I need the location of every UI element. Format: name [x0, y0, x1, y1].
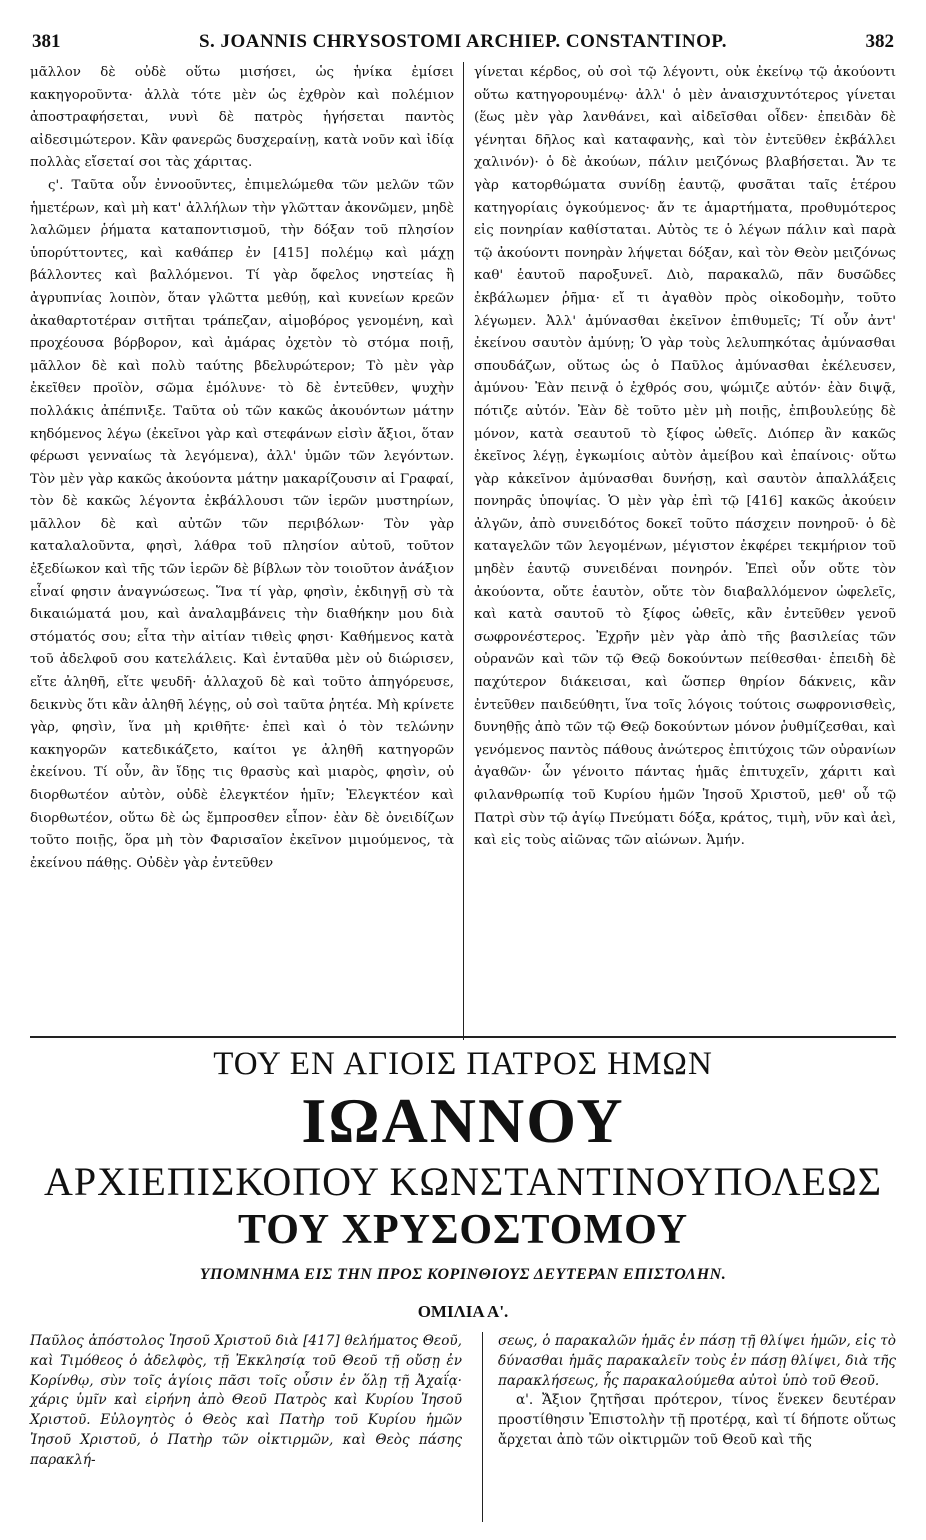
column-divider [463, 62, 464, 1040]
homily-heading: ΟΜΙΛΙΑ Α'. [417, 1302, 509, 1321]
work-subtitle: ΥΠΟΜΝΗΜΑ ΕΙΣ ΤΗΝ ΠΡΟΣ ΚΟΡΙΝΘΙΟΥΣ ΔΕΥΤΕΡΑΝ ΕΠΙΣΤΟΛΗΝ. [199, 1266, 727, 1283]
upper-right-column [474, 62, 896, 853]
left-page-number: 381 [32, 31, 61, 52]
upper-left-column [30, 62, 454, 875]
right-page-number: 382 [865, 31, 894, 52]
paragraph: γίνεται κέρδος, οὐ σοὶ τῷ λέγοντι, οὐκ ἐκείνῳ τῷ ἀκούοντι οὕτω κατηγορουμένῳ· ἀλλ' ὁ μὲν ἀναισχυντότερος γίνεται (ἕως μὲν γὰρ λανθάνει, καὶ αἰδεῖσθαι οἶδεν· ἐπειδὰν δὲ γένηται δῆλος καὶ καταφανὴς, καὶ τὸν ἐντεῦθεν ἐκβάλλει χαλινόν)· ὁ δὲ ἀκούων, πάλιν μειζόνως βλαβήσεται. Ἄν τε γὰρ κατορθώματα συνίδῃ ἑαυτῷ, φυσᾶται ταῖς ἑτέρου κατηγορίαις ὀγκούμενος· ἄν τε ἁμαρτήματα, προθυμότερος εἰς πονηρίαν καθίσταται. Αὐτὸς τε ὁ λέγων πάλιν καὶ παρὰ τῷ ἀκούοντι πονηρὰν λήψεται δόξαν, καὶ τὸν Θεὸν μειζόνως καθ' ἑαυτοῦ παροξυνεῖ. Διὸ, παρακαλῶ, πᾶν δυσῶδες ἐκβάλωμεν ῥῆμα· εἴ τι ἀγαθὸν πρὸς οἰκοδομὴν, τοῦτο λέγωμεν. Ἀλλ' ἀμύνασθαι ἐκεῖνον ἐπιθυμεῖς; Τί οὖν ἀντ' ἐκείνου σαυτὸν ἀμύνῃ; Ὁ γὰρ τοὺς λελυπηκότας ἀμύνασθαι σπουδάζων, οὕτως ὡς ὁ Παῦλος ἀμύνασθαι ἐκέλευσεν, ἀμύνου· Ἐὰν πεινᾷ ὁ ἐχθρός σου, ψώμιζε αὐτόν· ἐὰν διψᾷ, πότιζε αὐτόν. Ἐὰν δὲ τοῦτο μὲν μὴ ποιῇς, ἐπιβουλεύῃς δὲ μόνον, κατὰ σεαυτοῦ τὸ ξίφος ὠθεῖς. Διόπερ ἂν κακῶς ἐκεῖνος λέγῃ, ἐγκωμίοις αὐτὸν ἀμείβου καὶ ἐπαίνοις· οὕτω γὰρ κἀκεῖνον ἀμύνασθαι δυνήσῃ, καὶ σαυτὸν ἀπαλλάξεις πονηρᾶς ὑποψίας. Ὁ μὲν γὰρ ἐπὶ τῷ [416] κακῶς ἀκούειν ἀλγῶν, ἀπὸ συνειδότος δοκεῖ τοῦτο πάσχειν πονηροῦ· ὁ δὲ καταγελῶν τῶν λεγομένων, μέγιστον ἐκφέρει τεκμήριον τοῦ μηδὲν ἑαυτῷ συνειδέναι πονηρόν. Ἐπεὶ οὖν οὔτε τὸν ἀκούοντα, οὔτε ἑαυτὸν, οὔτε τὸν διαβαλλόμενον ὠφελεῖς, καὶ κατὰ σαυτοῦ τὸ ξίφος ὠθεῖς, κἂν ἐντεῦθεν γενοῦ σωφρονέστερος. Ἐχρῆν μὲν γὰρ ἀπὸ τῆς βασιλείας τῶν οὐρανῶν καὶ τῶν τῷ Θεῷ δοκούντων πείθεσθαι· ἐπειδὴ δὲ παχύτερον διάκεισαι, καὶ ὥσπερ θηρίον δάκνεις, κἂν ἐντεῦθεν παιδεύθητι, ἵνα τοῖς λόγοις τούτοις σωφρονισθεὶς, δυνηθῇς ἀπὸ τῶν τῷ Θεῷ δοκούντων μόνον ῥυθμίζεσθαι, καὶ γενόμενος παντὸς πάθους ἀνώτερος ἐπιτύχοις τῶν οὐρανίων ἀγαθῶν· ὧν γένοιτο πάντας ἡμᾶς ἐπιτυχεῖν, χάριτι καὶ φιλανθρωπίᾳ τοῦ Κυρίου ἡμῶν Ἰησοῦ Χριστοῦ, μεθ' οὗ τῷ Πατρὶ σὺν τῷ ἁγίῳ Πνεύματι δόξα, κράτος, τιμὴ, νῦν καὶ ἀεὶ, καὶ εἰς τοὺς αἰῶνας τῶν αἰώνων. Ἀμήν. [474, 65, 896, 849]
paragraph: α'. Ἄξιον ζητῆσαι πρότερον, τίνος ἕνεκεν δευτέραν προστίθησιν Ἐπιστολὴν τῇ προτέρᾳ, καὶ τί δήποτε οὕτως ἄρχεται ἀπὸ τῶν οἰκτιρμῶν τοῦ Θεοῦ καὶ τῆς [498, 1392, 896, 1448]
column-divider [482, 1332, 483, 1522]
paragraph: ς'. Ταῦτα οὖν ἐννοοῦντες, ἐπιμελώμεθα τῶν μελῶν τῶν ἡμετέρων, καὶ μὴ κατ' ἀλλήλων τὴν γλῶτταν ἀκονῶμεν, μηδὲ λαλῶμεν ῥήματα καταποντισμοῦ, τὴν δόξαν τοῦ πλησίον ὑπορύττοντες, καὶ καθάπερ ἐν [415] πολέμῳ καὶ μάχῃ βάλλοντες καὶ βαλλόμενοι. Τί γὰρ ὄφελος νηστείας ἢ ἀγρυπνίας λοιπὸν, ὅταν γλῶττα μεθύῃ, καὶ κυνείων κρεῶν ἀκαθαρτοτέραν σιτῆται τράπεζαν, αἱμοβόρος γενομένη, καὶ προχέουσα βόρβορον, καὶ ἀμάρας ὀχετὸν τὸ στόμα ποιῇ, μᾶλλον δὲ καὶ πολὺ ταύτης βδελυρώτερον; Τὸ μὲν γὰρ ἐκεῖθεν προϊὸν, σῶμα ἐμόλυνε· τὸ δὲ ἐντεῦθεν, ψυχὴν πολλάκις ἀπέπνιξε. Ταῦτα οὐ τῶν κακῶς ἀκουόντων μάτην κηδόμενος λέγω (ἐκεῖνοι γὰρ καὶ στεφάνων εἰσὶν ἄξιοι, ὅταν φέρωσι γενναίως τὰ λεγόμενα), ἀλλ' ὑμῶν τῶν λεγόντων. Τὸν μὲν γὰρ κακῶς ἀκούοντα μάτην μακαρίζουσιν αἱ Γραφαί, τὸν δὲ κακῶς λέγοντα ἐκβάλλουσι τῶν ἱερῶν μυστηρίων, μᾶλλον δὲ καὶ αὐτῶν τῶν περιβόλων· Τὸν γὰρ καταλαλοῦντα, φησὶ, λάθρα τοῦ πλησίον αὐτοῦ, τοῦτον ἐξεδίωκον καὶ τῆς τῶν ἱερῶν δὲ βίβλων τὸν τοιοῦτον ἀνάξιον εἶναί φησιν ἀναγνώσεως. Ἵνα τί γὰρ, φησὶν, ἐκδιηγῇ σὺ τὰ δικαιώματά μου, καὶ ἀναλαμβάνεις τὴν διαθήκην μου διὰ στόματός σου; εἶτα τὴν αἰτίαν τιθεὶς φησι· Καθήμενος κατὰ τοῦ ἀδελφοῦ σου κατελάλεις. Καὶ ἐνταῦθα μὲν οὐ διώρισεν, εἴτε ἀληθῆ, εἴτε ψευδῆ· ἀλλαχοῦ δὲ καὶ τοῦτο ἀπηγόρευσε, δεικνὺς ὅτι κἂν ἀληθῆ λέγῃς, οὐ σοὶ ταῦτα ῥητέα. Μὴ κρίνετε γὰρ, φησὶν, ἵνα μὴ κριθῆτε· ἐπεὶ καὶ ὁ τὸν τελώνην κακηγορῶν κατεδικάζετο, καίτοι γε ἀληθῆ κατηγορῶν ἐκείνου. Τί οὖν, ἂν ἴδῃς τις θρασὺς καὶ μιαρὸς, φησὶν, οὐ διορθωτέον αὐτὸν, οὐδὲ ἐλεγκτέον ἡμῖν; Ἐλεγκτέον καὶ διορθωτέον, οὕτω δὲ ὡς ἔμπροσθεν εἶπον· ἐὰν δὲ ὀνειδίζων τοῦτο ποιῇς, ὅρα μὴ τὸν Φαρισαῖον ἐκεῖνον μιμούμενος, τὰ ἐκείνου πάθῃς. Οὐδὲν γὰρ ἐντεῦθεν [30, 177, 454, 871]
title-line-3: ΑΡΧΙΕΠΙΣΚΟΠΟΥ ΚΩΝΣΤΑΝΤΙΝΟΥΠΟΛΕΩΣ [44, 1159, 882, 1204]
scripture-text: Παῦλος ἀπόστολος Ἰησοῦ Χριστοῦ διὰ [417] θελήματος Θεοῦ, καὶ Τιμόθεος ὁ ἀδελφὸς, τῇ Ἐκκλησίᾳ τοῦ Θεοῦ τῇ οὔσῃ ἐν Κορίνθῳ, σὺν τοῖς ἁγίοις πᾶσι τοῖς οὖσιν ἐν ὅλῃ τῇ Ἀχαΐᾳ· χάρις ὑμῖν καὶ εἰρήνη ἀπὸ Θεοῦ Πατρὸς καὶ Κυρίου Ἰησοῦ Χριστοῦ. Εὐλογητὸς ὁ Θεὸς καὶ Πατὴρ τοῦ Κυρίου ἡμῶν Ἰησοῦ Χριστοῦ, ὁ Πατὴρ τῶν οἰκτιρμῶν, καὶ Θεὸς πάσης παρακλή- [30, 1333, 462, 1468]
section-rule [30, 1036, 896, 1038]
lower-left-column [30, 1332, 462, 1471]
running-title: S. JOANNIS CHRYSOSTOMI ARCHIEP. CONSTANTINOP. [198, 31, 728, 52]
title-line-1: ΤΟΥ ΕΝ ΑΓΙΟΙΣ ΠΑΤΡΟΣ ΗΜΩΝ [213, 1046, 713, 1082]
scripture-text: σεως, ὁ παρακαλῶν ἡμᾶς ἐν πάσῃ τῇ θλίψει ἡμῶν, εἰς τὸ δύνασθαι ἡμᾶς παρακαλεῖν τοὺς ἐν πάσῃ θλίψει, διὰ τῆς παρακλήσεως, ἧς παρακαλούμεθα αὐτοὶ ὑπὸ τοῦ Θεοῦ. [498, 1333, 896, 1389]
running-header [32, 28, 894, 56]
title-line-4: ΤΟΥ ΧΡΥΣΟΣΤΟΜΟΥ [237, 1207, 689, 1253]
lower-right-column [498, 1332, 896, 1451]
title-line-2: ΙΩΑΝΝΟΥ [301, 1085, 625, 1156]
paragraph: μᾶλλον δὲ οὐδὲ οὕτω μισήσει, ὡς ἡνίκα ἐμίσει κακηγοροῦντα· ἀλλὰ τότε μὲν ὡς ἐχθρὸν καὶ πολέμιον ἀποστραφήσεται, νυνὶ δὲ πατρὸς ἡγήσεται παντὸς αἰδεσιμώτερον. Κἂν φανερῶς δυσχεραίνῃ, κατὰ νοῦν καὶ ἰδίᾳ πολλὰς εἴσεταί σοι τὰς χάριτας. [30, 65, 454, 171]
